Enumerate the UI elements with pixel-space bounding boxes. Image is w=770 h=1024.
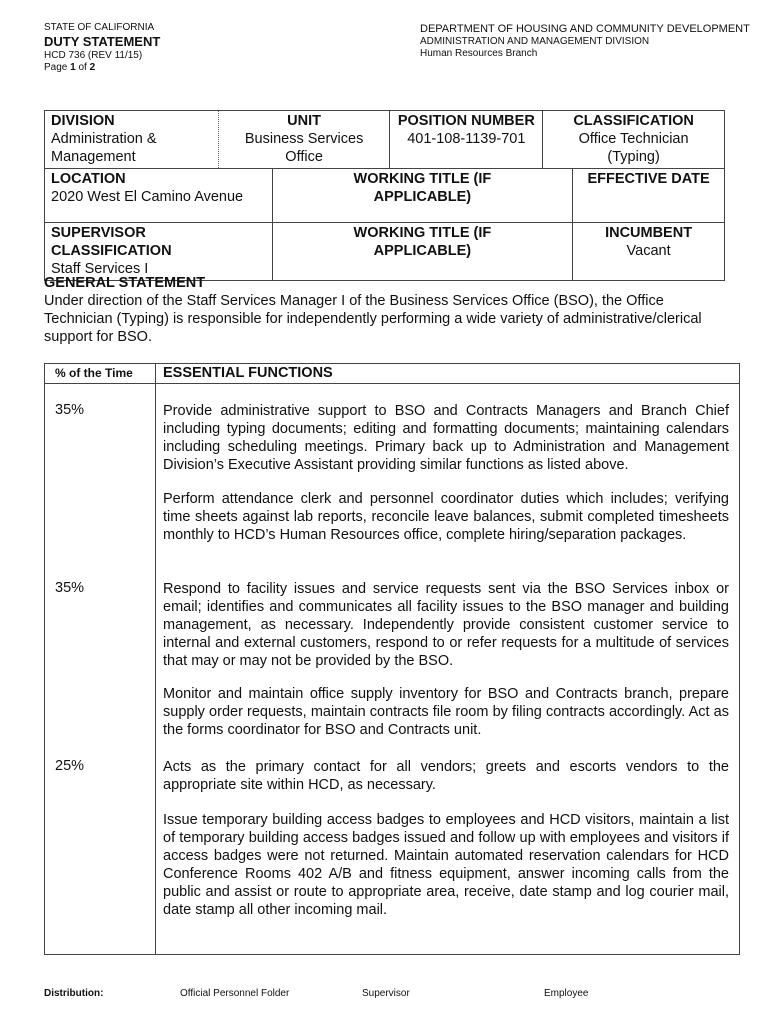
- distribution-label: Distribution:: [44, 988, 104, 999]
- location-label: LOCATION: [51, 171, 126, 187]
- essential-functions-table: [44, 363, 740, 955]
- function-percent: 35%: [55, 580, 85, 596]
- header-left: [44, 22, 160, 74]
- incumbent-value: Vacant: [626, 243, 671, 259]
- unit-cell: [218, 111, 390, 169]
- working-title-label-1: WORKING TITLE (IF APPLICABLE): [353, 171, 492, 205]
- unit-value: Business Services Office: [244, 131, 364, 165]
- general-statement-title: GENERAL STATEMENT: [44, 275, 206, 291]
- function-text: Monitor and maintain office supply inventory for BSO and Contracts branch, prepare supply order requests, maintain contracts file room by filing contracts accordingly. Act as the forms coordinator for BSO and Contracts unit.: [163, 686, 729, 738]
- essential-functions-header: ESSENTIAL FUNCTIONS: [163, 365, 333, 381]
- working-title-cell-2: [272, 223, 572, 281]
- division-cell: [45, 111, 219, 169]
- distribution-personnel-folder: Official Personnel Folder: [180, 988, 290, 999]
- supervisor-value: Staff Services I: [51, 261, 149, 277]
- supervisor-label: SUPERVISOR CLASSIFICATION: [51, 225, 172, 259]
- position-number-label: POSITION NUMBER: [397, 113, 535, 129]
- general-statement: [44, 274, 734, 346]
- function-text: Provide administrative support to BSO and Contracts Managers and Branch Chief including typing documents; editing and formatting documents; maintaining calendars including scheduling meetings. Primary back up to Administration and Management Division’s Executive Assistant providing similar functions as listed above.: [163, 403, 729, 473]
- header-divider: [45, 383, 739, 384]
- division-label: DIVISION: [51, 113, 115, 129]
- page-total: 2: [89, 62, 96, 73]
- working-title-cell-1: [272, 169, 572, 223]
- classification-label: CLASSIFICATION: [573, 113, 694, 129]
- department-name: DEPARTMENT OF HOUSING AND COMMUNITY DEVELOPMENT: [420, 23, 750, 35]
- branch-name: Human Resources Branch: [420, 48, 538, 59]
- page-current: 1: [70, 62, 76, 73]
- column-divider: [155, 364, 156, 954]
- working-title-label-2: WORKING TITLE (IF APPLICABLE): [353, 225, 492, 259]
- percent-time-header: % of the Time: [55, 366, 133, 380]
- division-name: ADMINISTRATION AND MANAGEMENT DIVISION: [420, 36, 650, 47]
- position-number-value: 401-108-1139-701: [407, 131, 526, 147]
- incumbent-label: INCUMBENT: [605, 225, 693, 241]
- effective-date-label: EFFECTIVE DATE: [587, 171, 710, 187]
- location-cell: [45, 169, 273, 223]
- form-number: HCD 736 (REV 11/15): [44, 50, 143, 61]
- page-indicator: [44, 62, 160, 74]
- general-statement-text: Under direction of the Staff Services Manager I of the Business Services Office (BSO), the Office Technician (Typing) is responsible for independently performing a wide variety of administrative/clerical support for BSO.: [44, 293, 702, 345]
- page-prefix: Page: [44, 62, 71, 73]
- function-text: Perform attendance clerk and personnel coordinator duties which includes; verifying time sheets against lab reports, reconcile leave balances, submit completed timesheets monthly to HCD’s Human Resources office, complete hiring/separation packages.: [163, 491, 729, 543]
- classification-cell: [543, 111, 725, 169]
- position-info-table: [44, 110, 725, 281]
- distribution-employee: Employee: [544, 988, 589, 999]
- function-text: Respond to facility issues and service requests sent via the BSO Services inbox or email; identifies and communicates all facility issues to the BSO manager and building management, as necessary. Independently provide consistent customer service to internal and external customers, respond to or refer requests for a multitude of services that may or may not be provided by the BSO.: [163, 581, 729, 669]
- state-name: STATE OF CALIFORNIA: [44, 22, 155, 33]
- division-value: Administration & Management: [51, 131, 157, 165]
- function-percent: 35%: [55, 402, 85, 418]
- effective-date-cell: [573, 169, 725, 223]
- function-text: Issue temporary building access badges to employees and HCD visitors, maintain a list of temporary building access badges issued and follow up with employees and visitors if access badges were not returned. Maintain automated reservation calendars for HCD Conference Rooms 402 A/B and fitness equipment, answer incoming calls from the public and assist or route to appropriate area, receive, date stamp and log courier mail, date stamp all other incoming mail.: [163, 812, 729, 918]
- function-percent: 25%: [55, 758, 85, 774]
- unit-label: UNIT: [287, 113, 322, 129]
- document-title: DUTY STATEMENT: [44, 34, 161, 49]
- distribution-supervisor: Supervisor: [362, 988, 410, 999]
- page-mid: of: [75, 62, 90, 73]
- header-right: [420, 22, 750, 60]
- supervisor-cell: [45, 223, 273, 281]
- incumbent-cell: [573, 223, 725, 281]
- classification-value: Office Technician (Typing): [578, 131, 689, 165]
- location-value: 2020 West El Camino Avenue: [51, 189, 244, 205]
- position-number-cell: [390, 111, 543, 169]
- function-text: Acts as the primary contact for all vendors; greets and escorts vendors to the appropriate site within HCD, as necessary.: [163, 759, 729, 793]
